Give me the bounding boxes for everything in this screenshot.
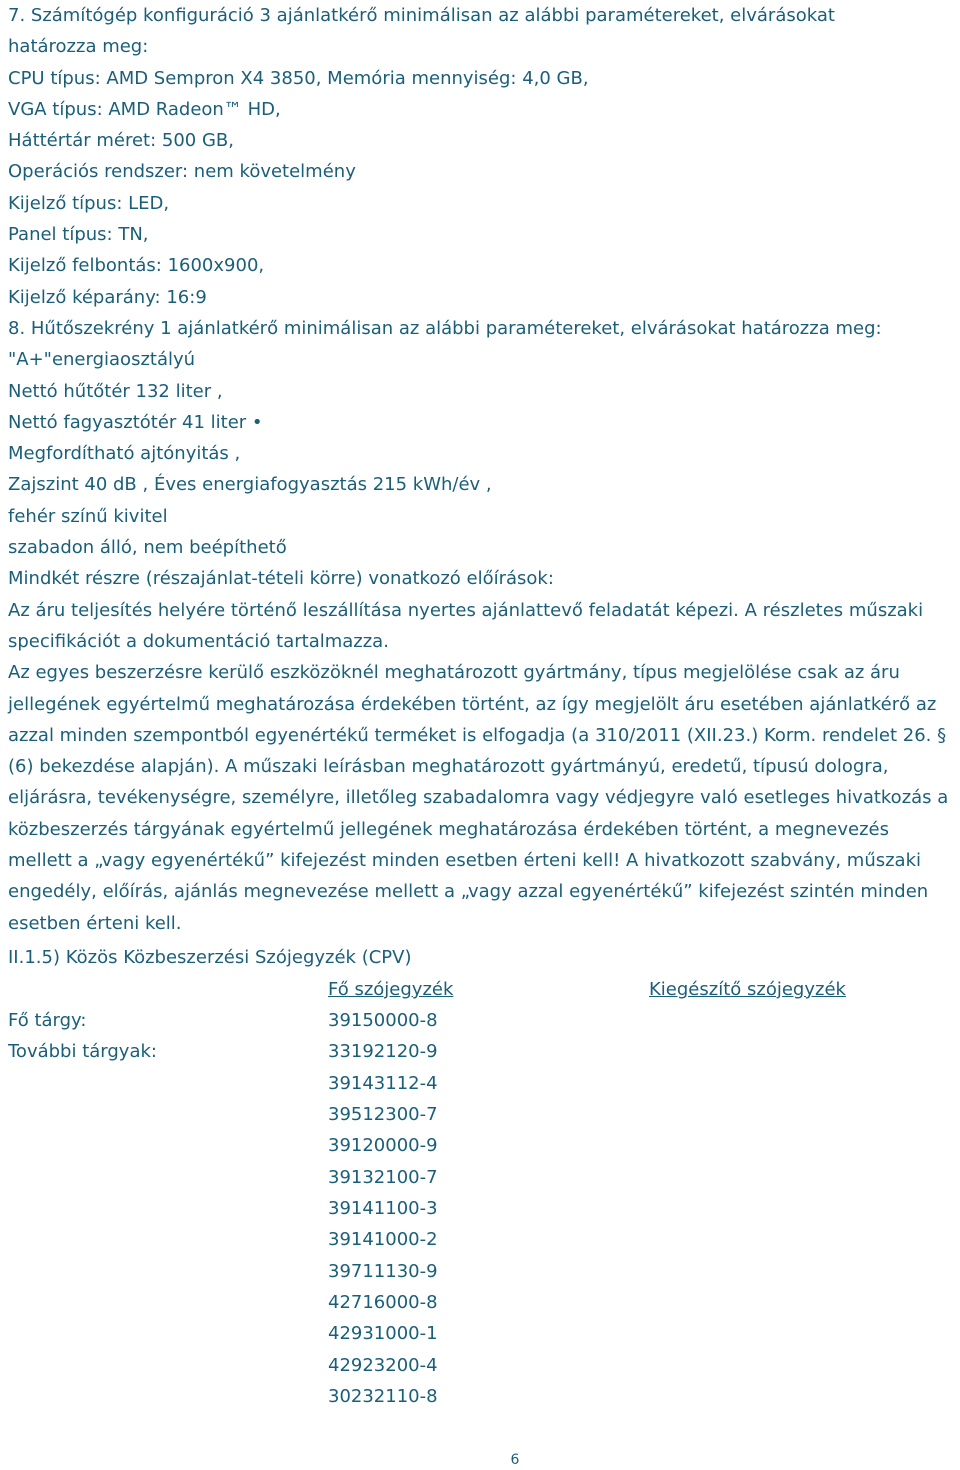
text-line: Mindkét részre (részajánlat-tételi körre) vonatkozó előírások: <box>8 568 554 590</box>
text-line: Nettó fagyasztótér 41 liter • <box>8 411 263 433</box>
text-line: 7. Számítógép konfiguráció 3 ajánlatkérő minimálisan az alábbi paramétereket, elvárásokat <box>8 5 835 26</box>
text-line: "A+"energiaosztályú <box>8 349 196 371</box>
cpv-section-title: II.1.5) Közös Közbeszerzési Szójegyzék (CPV) <box>8 946 412 968</box>
text-line: Kijelző képarány: 16:9 <box>8 286 207 308</box>
text-line: Nettó hűtőtér 132 liter , <box>8 380 223 402</box>
text-line: 8. Hűtőszekrény 1 ajánlatkérő minimálisan az alábbi paramétereket, elvárásokat határozza meg: <box>8 317 882 339</box>
text-line: Kijelző típus: LED, <box>8 192 170 214</box>
section-7-computer-config <box>8 0 954 313</box>
page-number: 6 <box>510 1452 520 1468</box>
cpv-code: 42931000-1 <box>328 1323 438 1345</box>
text-line: Operációs rendszer: nem követelmény <box>8 161 356 183</box>
text-line: Kijelző felbontás: 1600x900, <box>8 255 265 277</box>
cpv-code: 39141000-2 <box>328 1229 438 1251</box>
main-vocabulary-header: Fő szójegyzék <box>328 978 454 1000</box>
delivery-paragraph: Az áru teljesítés helyére történő leszállítása nyertes ajánlattevő feladatát képezi. A részletes műszaki specifikációt a dokumentáció tartalmazza. <box>8 599 924 652</box>
text-line: Panel típus: TN, <box>8 224 149 246</box>
cpv-code: 39132100-7 <box>328 1166 438 1188</box>
cpv-code-list <box>328 1005 438 1412</box>
text-line: CPU típus: AMD Sempron X4 3850, Memória mennyiség: 4,0 GB, <box>8 67 589 89</box>
text-line: Zajszint 40 dB , Éves energiafogyasztás 215 kWh/év , <box>8 474 492 496</box>
cpv-code: 42923200-4 <box>328 1354 438 1376</box>
cpv-code: 39711130-9 <box>328 1260 438 1282</box>
section-8-refrigerator <box>8 313 954 595</box>
text-line: Megfordítható ajtónyitás , <box>8 443 241 465</box>
supplementary-vocabulary-header: Kiegészítő szójegyzék <box>649 978 846 1000</box>
cpv-code: 39141100-3 <box>328 1197 438 1219</box>
cpv-table <box>8 974 954 1444</box>
text-line: Háttértár méret: 500 GB, <box>8 130 234 152</box>
cpv-code: 39150000-8 <box>328 1009 438 1031</box>
cpv-code: 30232110-8 <box>328 1386 438 1408</box>
text-line: fehér színű kivitel <box>8 505 168 527</box>
additional-subjects-label: További tárgyak: <box>8 1040 157 1062</box>
text-line: szabadon álló, nem beépíthető <box>8 537 287 559</box>
cpv-code: 39120000-9 <box>328 1135 438 1157</box>
main-subject-label: Fő tárgy: <box>8 1009 87 1031</box>
text-line: határozza meg: <box>8 36 149 58</box>
text-line: VGA típus: AMD Radeon™ HD, <box>8 98 281 120</box>
page-content <box>8 0 954 1444</box>
cpv-code: 39143112-4 <box>328 1072 438 1094</box>
cpv-code: 42716000-8 <box>328 1292 438 1313</box>
equivalence-paragraph: Az egyes beszerzésre kerülő eszközöknél meghatározott gyártmány, típus megjelölése csak az áru jellegének egyértelmű meghatározása érdekében történt, az így megjelölt áru esetében ajánlatkérő az azzal minden szempontból egyenértékű terméket is elfogadja (a 310/2011 (XII.23.) Korm. rendelet 26. § (6) bekezdése alapján). A műszaki leírásban meghatározott gyártmányú, eredetű, típusú dologra, eljárásra, tevékenységre, személyre, illetőleg szabadalomra vagy védjegyre való esetleges hivatkozás a közbeszerzés tárgyának egyértelmű jellegének meghatározása érdekében történt, a megnevezés mellett a „vagy egyenértékű” kifejezést minden esetben érteni kell! A hivatkozott szabvány, műszaki engedély, előírás, ajánlás megnevezése mellett a „vagy azzal egyenértékű” kifejezést szintén minden esetben érteni kell. <box>8 662 949 934</box>
cpv-code: 39512300-7 <box>328 1103 438 1125</box>
cpv-code: 33192120-9 <box>328 1041 438 1063</box>
